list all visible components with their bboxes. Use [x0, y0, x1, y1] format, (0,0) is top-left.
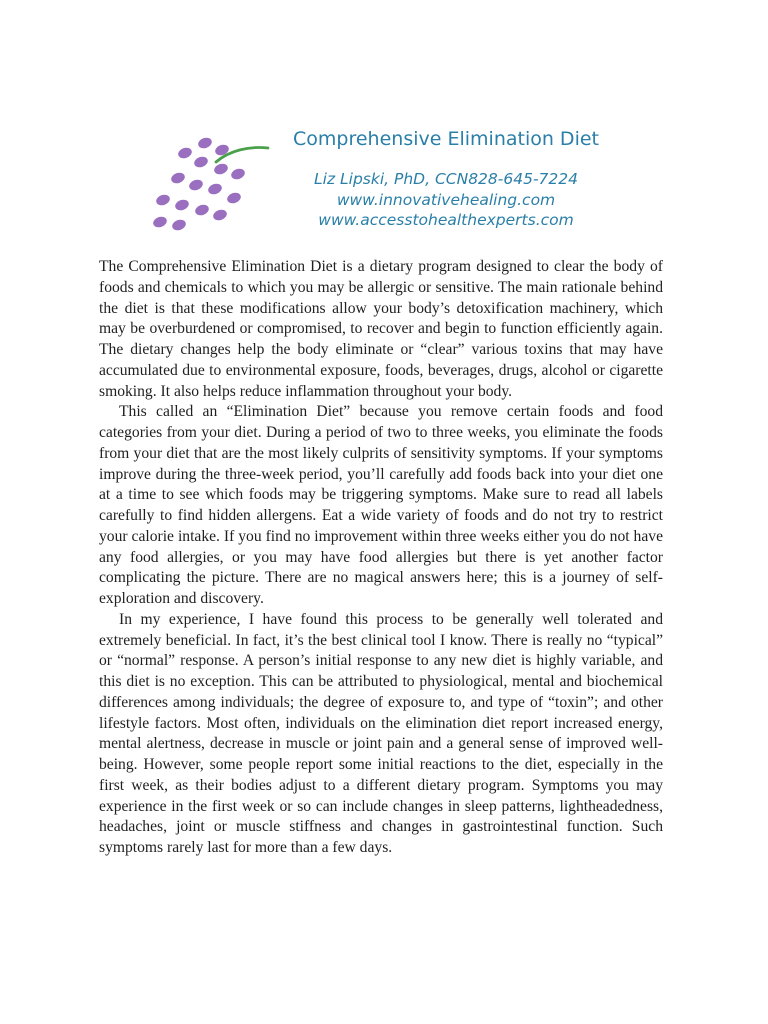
- paragraph: This called an “Elimination Diet” because you remove certain foods and food categories from your diet. During a period of two to three weeks, you eliminate the foods from your diet that are the most likely culprits of sensitivity symptoms. If your symptoms improve during the three-week period, you’ll carefully add foods back into your diet one at a time to see which foods may be triggering symptoms. Make sure to read all labels carefully to find hidden allergens. Eat a wide variety of foods and do not try to restrict your calorie intake. If you find no improvement within three weeks either you do not have any food allergies, or you may have food allergies but there is yet another factor complicating the picture. There are no magical answers here; this is a journey of self-exploration and discovery.: [99, 403, 663, 607]
- website-link-innovativehealing[interactable]: www.innovativehealing.com: [336, 190, 556, 209]
- grapes-icon: [148, 130, 270, 236]
- author-line: Liz Lipski, PhD, CCN828-645-7224: [314, 170, 578, 188]
- document-title: Comprehensive Elimination Diet: [293, 128, 599, 150]
- paragraph: In my experience, I have found this process to be generally well tolerated and extremely beneficial. In fact, it’s the best clinical tool I know. There is really no “typical” or “normal” response. A person’s initial response to any new diet is highly variable, and this diet is no exception. This can be attributed to physiological, mental and biochemical differences among individuals; the degree of exposure to, and type of “toxin”; and other lifestyle factors. Most often, individuals on the elimination diet report increased energy, mental alertness, decrease in muscle or joint pain and a general sense of improved well-being. However, some people report some initial reactions to the diet, especially in the first week, as their bodies adjust to a different dietary program. Symptoms you may experience in the first week or so can include changes in sleep patterns, lightheadedness, headaches, joint or muscle stiffness and changes in gastrointestinal function. Such symptoms rarely last for more than a few days.: [99, 610, 663, 856]
- document-header: [276, 128, 616, 231]
- contact-block: [276, 169, 616, 231]
- website-link-accesstohealthexperts[interactable]: www.accesstohealthexperts.com: [318, 211, 574, 229]
- paragraph: The Comprehensive Elimination Diet is a dietary program designed to clear the body of foods and chemicals to which you may be allergic or sensitive. The main rationale behind the diet is that these modifications allow your body’s detoxification machinery, which may be overburdened or compromised, to recover and begin to function efficiently again. The dietary changes help the body eliminate or “clear” various toxins that may have accumulated due to environmental exposure, foods, beverages, drugs, alcohol or cigarette smoking. It also helps reduce inflammation throughout your body.: [99, 258, 663, 400]
- body-text: [99, 257, 663, 859]
